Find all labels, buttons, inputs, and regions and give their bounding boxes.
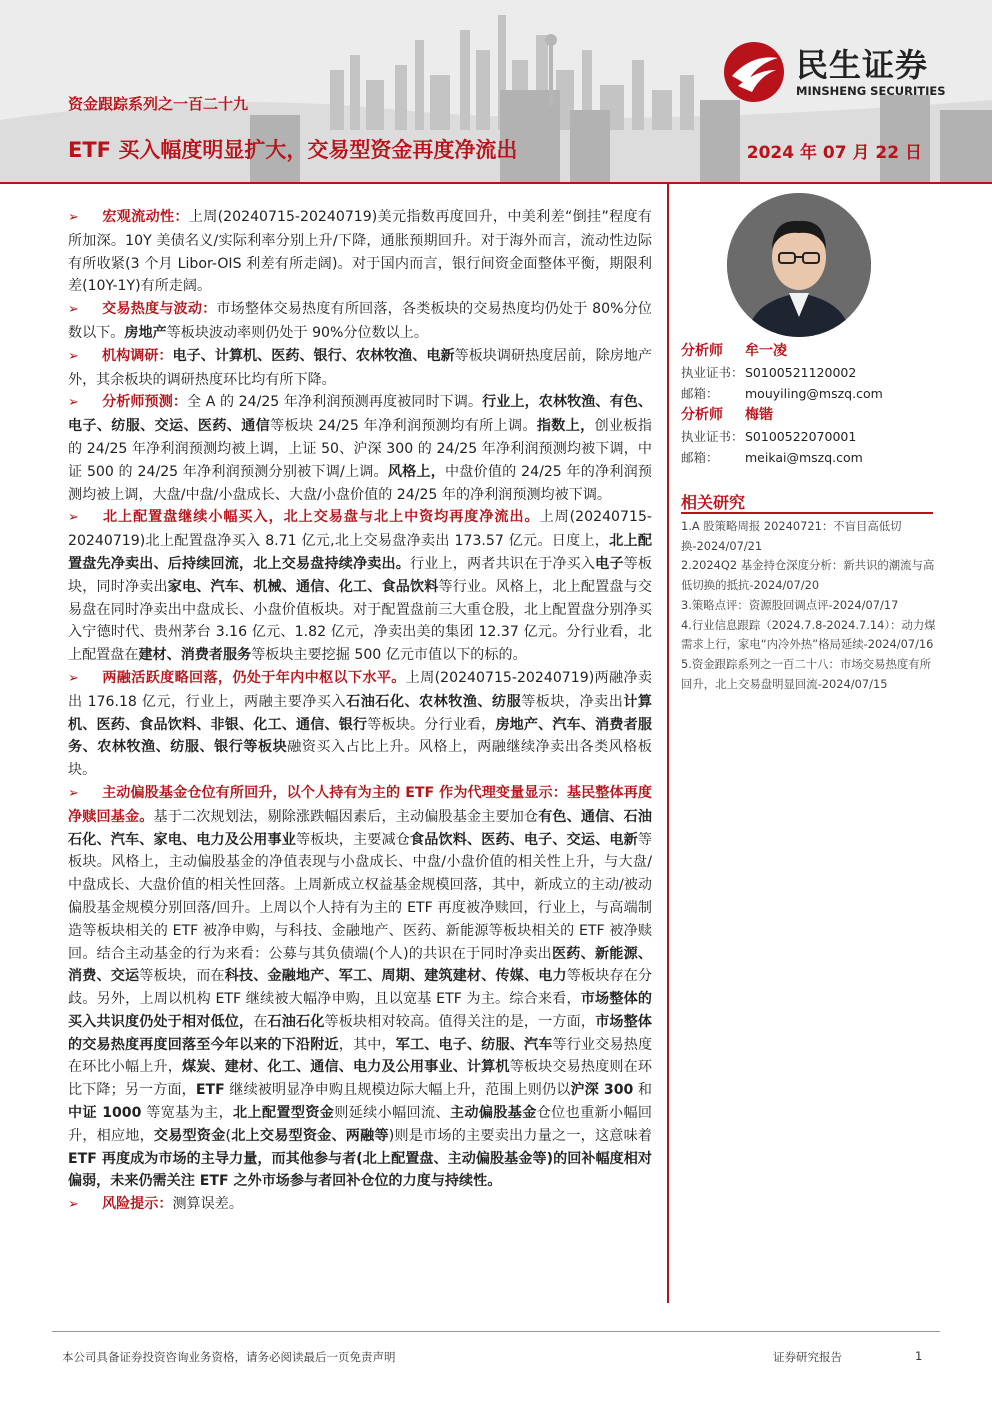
- analyst-portrait-icon: [727, 193, 871, 337]
- report-title: ETF 买入幅度明显扩大，交易型资金再度净流出: [68, 138, 518, 162]
- summary-body: [68, 206, 652, 1217]
- related-item[interactable]: 4.行业信息跟踪（2024.7.8-2024.7.14）：动力煤需求上行，家电“内冷外热”格局延续-2024/07/16: [681, 617, 936, 652]
- report-series: 资金跟踪系列之一百二十九: [68, 95, 249, 113]
- analyst-2-email[interactable]: meikai@mszq.com: [745, 450, 863, 465]
- bullet-icon: ➢: [68, 1197, 79, 1213]
- bullet-icon: ➢: [68, 302, 79, 318]
- related-item[interactable]: 5.资金跟踪系列之一百二十八：市场交易热度有所回升，北上交易盘明显回流-2024/07/15: [681, 656, 932, 691]
- analyst-info: 分析师 牟一凌 执业证书：S0100521120002 邮箱： mouyiling@mszq.com 分析师 梅锴 执业证书：S0100522070001 邮箱： meikai@mszq.com: [681, 340, 941, 468]
- analyst-2-row: 分析师 梅锴: [681, 407, 773, 423]
- section-macro-liquidity: ➢ 宏观流动性：上周(20240715-20240719)美元指数再度回升，中美利差“倒挂”程度有所加深。10Y 美债名义/实际利率分别上升/下降，通胀预期回升。对于海外而言，流动性边际有所收紧(3 个月 Libor-OIS 利差有所走阔)。对于国内而言，银行间资金面整体平衡，期限利差(10Y-1Y)有所走阔。: [68, 209, 653, 295]
- bullet-icon: ➢: [68, 510, 79, 526]
- analyst-2-name: 梅锴: [745, 407, 773, 423]
- logo-chinese-name: 民生证券: [796, 46, 929, 84]
- analyst-1-name: 牟一凌: [745, 343, 787, 359]
- section-margin-trading: ➢ 两融活跃度略回落，仍处于年内中枢以下水平。上周(20240715-20240719)两融净卖出 176.18 亿元，行业上，两融主要净买入石油石化、农林牧渔、纺服等板块，净卖出计算机、医药、食品饮料、非银、化工、通信、银行等板块。分行业看，房地产、汽车、消费者服务、农林牧渔、纺服、银行等板块融资买入占比上升。风格上，两融继续净卖出各类风格板块。: [68, 669, 653, 779]
- section-analyst-forecast: ➢ 分析师预测：全 A 的 24/25 年净利润预测再度被同时下调。行业上，农林牧渔、有色、电子、纺服、交运、医药、通信等板块 24/25 年净利润预测均有所上调。指数上，创业板指的 24/25 年净利润预测均被上调，上证 50、沪深 300 的 24/25 年净利润预测均被下调，中证 500 的 24/25 年净利润预测分别被下调/上调。风格上，中盘价值的 24/25 年的净利润预测均被上调，大盘/中盘/小盘成长、大盘/小盘价值的 24/25 年的净利润预测均被下调。: [68, 394, 653, 503]
- related-research-list: [681, 517, 937, 694]
- related-item[interactable]: 1.A 股策略周报 20240721：不盲目高低切换-2024/07/21: [681, 519, 902, 553]
- footer-divider: [52, 1331, 940, 1332]
- analyst-1-email[interactable]: mouyiling@mszq.com: [745, 386, 883, 401]
- analyst-1-row: 分析师 牟一凌: [681, 343, 787, 359]
- analyst-2-cert: S0100522070001: [745, 429, 857, 444]
- analyst-photo: [727, 193, 871, 337]
- related-item[interactable]: 3.策略点评：资源股回调点评-2024/07/17: [681, 597, 899, 612]
- header-divider: [0, 182, 992, 184]
- footer-disclaimer: 本公司具备证券投资咨询业务资格，请务必阅读最后一页免责声明: [62, 1350, 396, 1364]
- bullet-icon: ➢: [68, 210, 79, 225]
- section-trading-heat: ➢ 交易热度与波动：市场整体交易热度有所回落，各类板块的交易热度均仍处于 80%分位数以下。房地产等板块波动率则仍处于 90%分位数以上。: [68, 301, 653, 341]
- header-banner: [0, 0, 992, 183]
- bullet-icon: ➢: [68, 395, 79, 411]
- analyst-1-cert: S0100521120002: [745, 365, 857, 380]
- bullet-icon: ➢: [68, 348, 79, 364]
- logo-english-name: MINSHENG SECURITIES: [796, 84, 946, 98]
- column-divider: [667, 183, 669, 1303]
- section-active-funds: ➢ 主动偏股基金仓位有所回升，以个人持有为主的 ETF 作为代理变量显示：基民整体再度净赎回基金。基于二次规划法，剔除涨跌幅因素后，主动偏股基金主要加仓有色、通信、石油石化、汽车、家电、电力及公用事业等板块，主要减仓食品饮料、医药、电子、交运、电新等板块。风格上，主动偏股基金的净值表现与小盘成长、中盘/小盘价值的相关性上升，与大盘/中盘成长、大盘价值的相关性回落。上周新成立权益基金规模回落，其中，新成立的主动/被动偏股基金规模分别回落/回升。上周以个人持有为主的 ETF 再度被净赎回，行业上，与高端制造等板块相关的 ETF 被净申购，与科技、金融地产、医药、新能源等板块相关的 ETF 被净赎回。结合主动基金的行为来看：公募与其负债端(个人)的共识在于同时净卖出医药、新能源、消费、交运等板块，而在科技、金融地产、军工、周期、建筑建材、传媒、电力等板块存在分歧。另外，上周以机构 ETF 继续被大幅净申购，且以宽基 ETF 为主。综合来看，市场整体的买入共识度仍处于相对低位，在石油石化等板块相对较高。值得关注的是，一方面，市场整体的交易热度再度回落至今年以来的下沿附近，其中，军工、电子、纺服、汽车等行业交易热度在环比小幅上升，煤炭、建材、化工、通信、电力及公用事业、计算机等板块交易热度则在环比下降；另一方面，ETF 继续被明显净申购且规模边际大幅上升，范围上则仍以沪深 300 和中证 1000 等宽基为主，北上配置型资金则延续小幅回流、主动偏股基金仓位也重新小幅回升，相应地，交易型资金(北上交易型资金、两融等)则是市场的主要卖出力量之一，这意味着 ETF 再度成为市场的主导力量，而其他参与者(北上配置盘、主动偏股基金等)的回补幅度相对偏弱，未来仍需关注 ETF 之外市场参与者回补仓位的力度与持续性。: [68, 784, 653, 1190]
- section-northbound: ➢ 北上配置盘继续小幅买入，北上交易盘与北上中资均再度净流出。上周(20240715-20240719)北上配置盘净买入 8.71 亿元,北上交易盘净卖出 173.57 亿元。日度上，北上配置盘先净卖出、后持续回流，北上交易盘持续净卖出。行业上，两者共识在于净买入电子等板块，同时净卖出家电、汽车、机械、通信、化工、食品饮料等行业。风格上，北上配置盘与交易盘在同时净卖出中盘成长、小盘价值板块。对于配置盘前三大重仓股，北上配置盘分别净买入宁德时代、贵州茅台 3.16 亿元、1.82 亿元，净卖出美的集团 12.37 亿元。分行业看，北上配置盘在建材、消费者服务等板块主要挖掘 500 亿元市值以下的标的。: [68, 509, 653, 664]
- bullet-icon: ➢: [68, 670, 79, 686]
- related-research-title: 相关研究: [681, 493, 746, 512]
- page-number: 1: [915, 1349, 923, 1363]
- related-item[interactable]: 2.2024Q2 基金持仓深度分析：新共识的潮流与高低切换的抵抗-2024/07/20: [681, 558, 935, 593]
- section-risk: ➢ 风险提示：测算误差。: [68, 1193, 652, 1217]
- bullet-icon: ➢: [68, 785, 79, 801]
- footer-report-type: 证券研究报告: [773, 1350, 842, 1364]
- section-institution-research: ➢ 机构调研：电子、计算机、医药、银行、农林牧渔、电新等板块调研热度居前，除房地产外，其余板块的调研热度环比均有所下降。: [68, 347, 653, 388]
- report-date: 2024 年 07 月 22 日: [746, 143, 922, 163]
- related-divider: [681, 512, 933, 514]
